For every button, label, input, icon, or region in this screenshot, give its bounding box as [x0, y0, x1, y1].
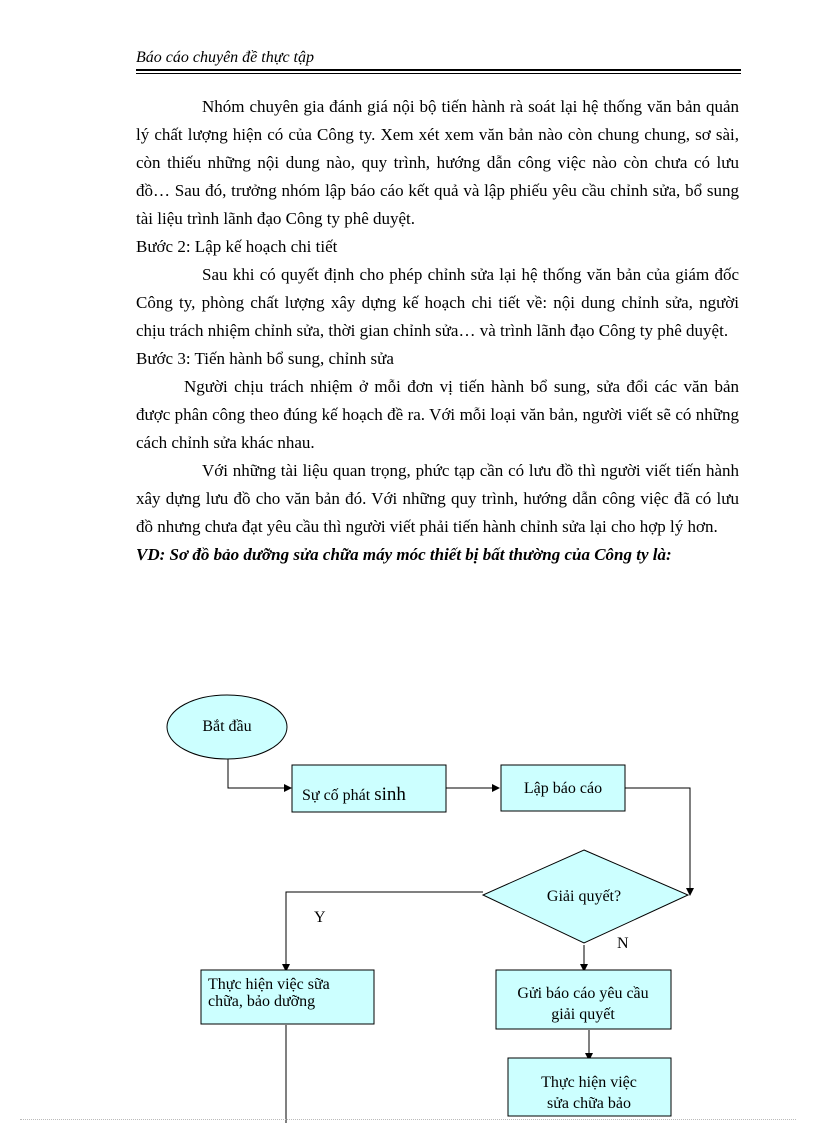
perform-repair-label-line2: sửa chữa bảo	[547, 1095, 631, 1112]
page-bottom-dotted-border	[20, 1119, 796, 1120]
step-2-heading: Bước 2: Lập kế hoạch chi tiết	[136, 237, 338, 256]
report-label: Lập báo cáo	[523, 780, 603, 797]
running-header-title: Báo cáo chuyên đề thực tập	[136, 49, 314, 66]
send-request-label-line1: Gửi báo cáo yêu cầu	[517, 985, 649, 1002]
paragraph-plan: Sau khi có quyết định cho phép chỉnh sửa lại hệ thống văn bản của giám đốc Công ty, phòng chất lượng xây dựng kế hoạch chi tiết về: nội dung chỉnh sửa, người chịu trách nhiệm chỉnh sửa, thời gian chỉnh sửa… và trình lãnh đạo Công ty phê duyệt.	[136, 265, 739, 340]
decision-label: Giải quyết?	[546, 888, 622, 905]
example-heading: VD: Sơ đồ bảo dưỡng sửa chữa máy móc thiết bị bất thường của Công ty là:	[136, 545, 672, 564]
no-branch-label: N	[617, 935, 629, 952]
repair-label-line1: Thực hiện việc sữa	[208, 976, 330, 993]
send-request-label-line2: giải quyết	[551, 1006, 615, 1023]
paragraph-edit: Người chịu trách nhiệm ở mỗi đơn vị tiến hành bổ sung, sửa đổi các văn bản được phân công theo đúng kế hoạch đề ra. Với mỗi loại văn bản, người viết sẽ có những cách chỉnh sửa khác nhau.	[136, 377, 739, 452]
perform-repair-label-line1: Thực hiện việc	[541, 1074, 637, 1091]
paragraph-flowchart: Với những tài liệu quan trọng, phức tạp cần có lưu đồ thì người viết tiến hành xây dựng lưu đồ cho văn bản đó. Với những quy trình, hướng dẫn công việc đã có lưu đồ nhưng chưa đạt yêu cầu thì người viết phải tiến hành chỉnh sửa lại cho hợp lý hơn.	[136, 461, 739, 536]
connector-decision-yes	[286, 892, 483, 971]
repair-label-line2: chữa, bảo dưỡng	[208, 993, 316, 1010]
step-3-heading: Bước 3: Tiến hành bổ sung, chỉnh sửa	[136, 349, 394, 368]
incident-label: Sự cố phát sinh	[302, 784, 406, 805]
start-label: Bắt đầu	[202, 718, 252, 735]
paragraph-review: Nhóm chuyên gia đánh giá nội bộ tiến hành rà soát lại hệ thống văn bản quản lý chất lượng hiện có của Công ty. Xem xét xem văn bản nào còn chung chung, sơ sài, còn thiếu những nội dung nào, quy trình, hướng dẫn công việc nào còn chưa có lưu đồ… Sau đó, trưởng nhóm lập báo cáo kết quả và lập phiếu yêu cầu chỉnh sửa, bổ sung tài liệu trình lãnh đạo Công ty phê duyệt.	[136, 97, 739, 228]
yes-branch-label: Y	[314, 909, 326, 926]
connector-start-incident	[228, 759, 291, 788]
